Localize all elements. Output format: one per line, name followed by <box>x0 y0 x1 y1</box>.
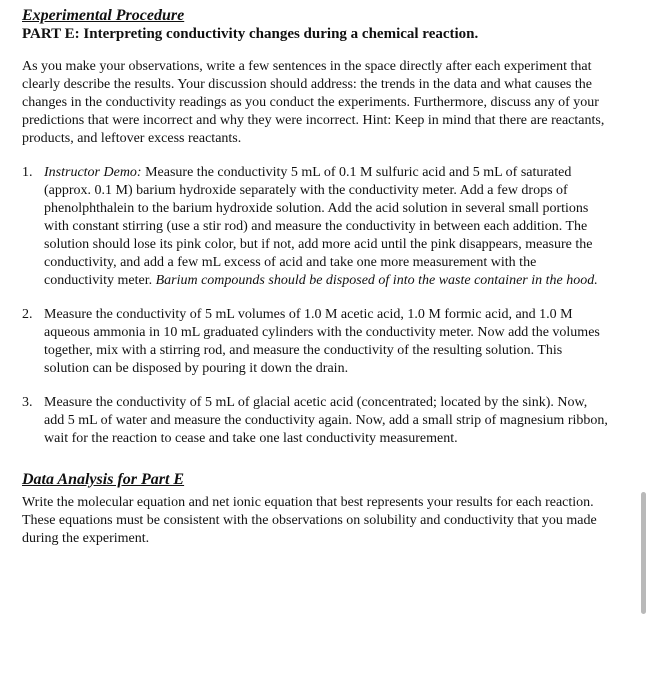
intro-paragraph: As you make your observations, write a few sentences in the space directly after each experiment that clearly describe the results. Your discussion should address: the trends in the data and what causes the changes in the conductivity readings as you conduct the experiments. Furthermore, discuss any of your predictions that were incorrect and why they were incorrect. Hint: Keep in mind that there are reactants, products, and leftover excess reactants. <box>22 59 605 146</box>
step-note: Barium compounds should be disposed of into the waste container in the hood. <box>155 273 598 288</box>
document-page <box>22 6 608 548</box>
step-body <box>44 164 608 290</box>
procedure-steps <box>22 164 608 448</box>
step-2 <box>22 306 608 378</box>
step-text: Measure the conductivity of 5 mL volumes of 1.0 M acetic acid, 1.0 M formic acid, and 1.0 M aqueous ammonia in 10 mL graduated cylinders with the conductivity meter. Now add the volumes together, mix with a stirring rod, and measure the conductivity of the resulting solution. This solution can be disposed by pouring it down the drain. <box>44 307 600 376</box>
data-analysis-paragraph: Write the molecular equation and net ionic equation that best represents your results for each reaction. These equations must be consistent with the observations on solubility and conductivity that you made during the experiment. <box>22 495 597 546</box>
step-text: Measure the conductivity of 5 mL of glacial acetic acid (concentrated; located by the sink). Now, add 5 mL of water and measure the conductivity again. Now, add a small strip of magnesium ribbon, wait for the reaction to cease and take one last conductivity measurement. <box>44 395 608 446</box>
step-text: Measure the conductivity 5 mL of 0.1 M sulfuric acid and 5 mL of saturated (approx. 0.1 M) barium hydroxide separately with the conductivity meter. Add a few drops of phenolphthalein to the barium hydroxide solution. Add the acid solution in several small portions with constant stirring (use a stir rod) and measure the conductivity in between each addition. The solution should lose its pink color, but if not, add more acid until the pink disappears, measure the conductivity, and add a few mL excess of acid and take one more measurement with the conductivity meter. <box>44 165 593 288</box>
scrollbar-thumb[interactable] <box>641 492 646 614</box>
data-analysis-heading: Data Analysis for Part E <box>22 471 185 488</box>
step-3 <box>22 394 608 448</box>
step-number: 2. <box>22 307 33 322</box>
step-lead: Instructor Demo: <box>44 165 142 180</box>
step-number: 1. <box>22 165 33 180</box>
step-1 <box>22 164 608 290</box>
step-number: 3. <box>22 395 33 410</box>
part-title: PART E: Interpreting conductivity changes during a chemical reaction. <box>22 26 479 42</box>
procedure-heading: Experimental Procedure <box>22 7 185 24</box>
